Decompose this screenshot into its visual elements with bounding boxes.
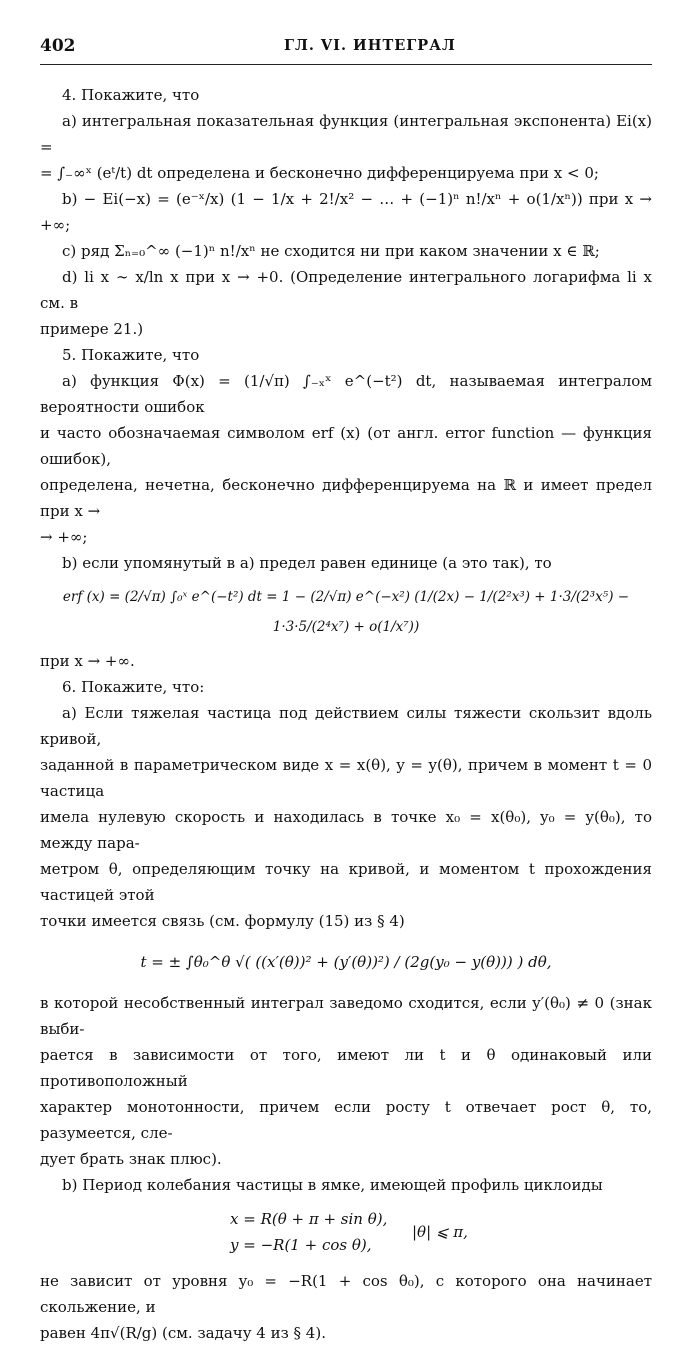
page-header xyxy=(40,36,652,62)
problem-4b: b) − Ei(−x) = (e⁻ˣ/x) (1 − 1/x + 2!/x² − … + (−1)ⁿ n!/xⁿ + o(1/xⁿ)) при x → +∞; xyxy=(40,190,652,234)
problem-4a-line-1: a) интегральная показательная функция (интегральная экспонента) Ei(x) = xyxy=(40,112,652,156)
problem-5b: b) если упомянутый в a) предел равен единице (a это так), то xyxy=(62,554,552,572)
problem-6-title: 6. Покажите, что: xyxy=(62,678,205,696)
problem-4d-line-1: d) li x ∼ x/ln x при x → +0. (Определение интегрального логарифма li x см. в xyxy=(40,268,652,312)
page-number: 402 xyxy=(40,36,76,56)
problem-5-title: 5. Покажите, что xyxy=(62,346,200,364)
problem-5a-line-1: a) функция Φ(x) = (1/√π) ∫₋ₓˣ e^(−t²) dt, называемая интегралом вероятности ошибок xyxy=(40,372,652,416)
problem-5b-end: при x → +∞. xyxy=(40,652,135,670)
problem-6a-line-9: дует брать знак плюс). xyxy=(40,1150,222,1168)
equation-erf: erf (x) = (2/√π) ∫₀ˣ e^(−t²) dt = 1 − (2/√π) e^(−x²) (1/(2x) − 1/(2²x³) + 1·3/(2³x⁵) − 1·3·5/(2⁴x⁷) + o(1/x⁷)) xyxy=(62,589,630,635)
header-rule xyxy=(40,64,652,65)
problem-4d-line-2: примере 21.) xyxy=(40,320,144,338)
equation-cycloid-x: x = R(θ + π + sin θ), xyxy=(230,1210,388,1228)
equation-cycloid-condition: |θ| ⩽ π, xyxy=(412,1223,468,1241)
problem-6b-line-2: не зависит от уровня y₀ = −R(1 + cos θ₀), с которого она начинает скольжение, и xyxy=(40,1272,652,1316)
problem-6a-line-3: имела нулевую скорость и находилась в точке x₀ = x(θ₀), y₀ = y(θ₀), то между пара- xyxy=(40,808,652,852)
problem-6b-line-3: равен 4π√(R/g) (см. задачу 4 из § 4). xyxy=(40,1324,326,1342)
problem-6a-line-1: a) Если тяжелая частица под действием силы тяжести скользит вдоль кривой, xyxy=(40,704,652,748)
page-body xyxy=(40,82,652,1346)
problem-4a-line-2: = ∫₋∞ˣ (eᵗ/t) dt определена и бесконечно дифференцируема при x < 0; xyxy=(40,164,599,182)
problem-5a-line-4: → +∞; xyxy=(40,528,88,546)
problem-4-title: 4. Покажите, что xyxy=(62,86,200,104)
problem-4c: c) ряд Σₙ₌₀^∞ (−1)ⁿ n!/xⁿ не сходится ни при каком значении x ∈ ℝ; xyxy=(62,242,600,260)
problem-5a-line-3: определена, нечетна, бесконечно дифференцируема на ℝ и имеет предел при x → xyxy=(40,476,652,520)
problem-6a-line-2: заданной в параметрическом виде x = x(θ), y = y(θ), причем в момент t = 0 частица xyxy=(40,756,652,800)
problem-6a-line-8: характер монотонности, причем если росту t отвечает рост θ, то, разумеется, сле- xyxy=(40,1098,652,1142)
equation-time: t = ± ∫θ₀^θ √( ((x′(θ))² + (y′(θ))²) / (2g(y₀ − y(θ))) ) dθ, xyxy=(140,953,552,971)
problem-6a-line-6: в которой несобственный интеграл заведомо сходится, если y′(θ₀) ≠ 0 (знак выби- xyxy=(40,994,652,1038)
equation-cycloid-y: y = −R(1 + cos θ), xyxy=(230,1236,372,1254)
problem-6a-line-5: точки имеется связь (см. формулу (15) из § 4) xyxy=(40,912,405,930)
running-head: ГЛ. VI. ИНТЕГРАЛ xyxy=(284,37,456,54)
equation-cycloid xyxy=(40,1202,652,1264)
problem-6a-line-7: рается в зависимости от того, имеют ли t и θ одинаковый или противоположный xyxy=(40,1046,652,1090)
problem-6a-line-4: метром θ, определяющим точку на кривой, и моментом t прохождения частицей этой xyxy=(40,860,652,904)
problem-6b-line-1: b) Период колебания частицы в ямке, имеющей профиль циклоиды xyxy=(62,1176,603,1194)
problem-5a-line-2: и часто обозначаемая символом erf (x) (от англ. error function — функция ошибок), xyxy=(40,424,652,468)
